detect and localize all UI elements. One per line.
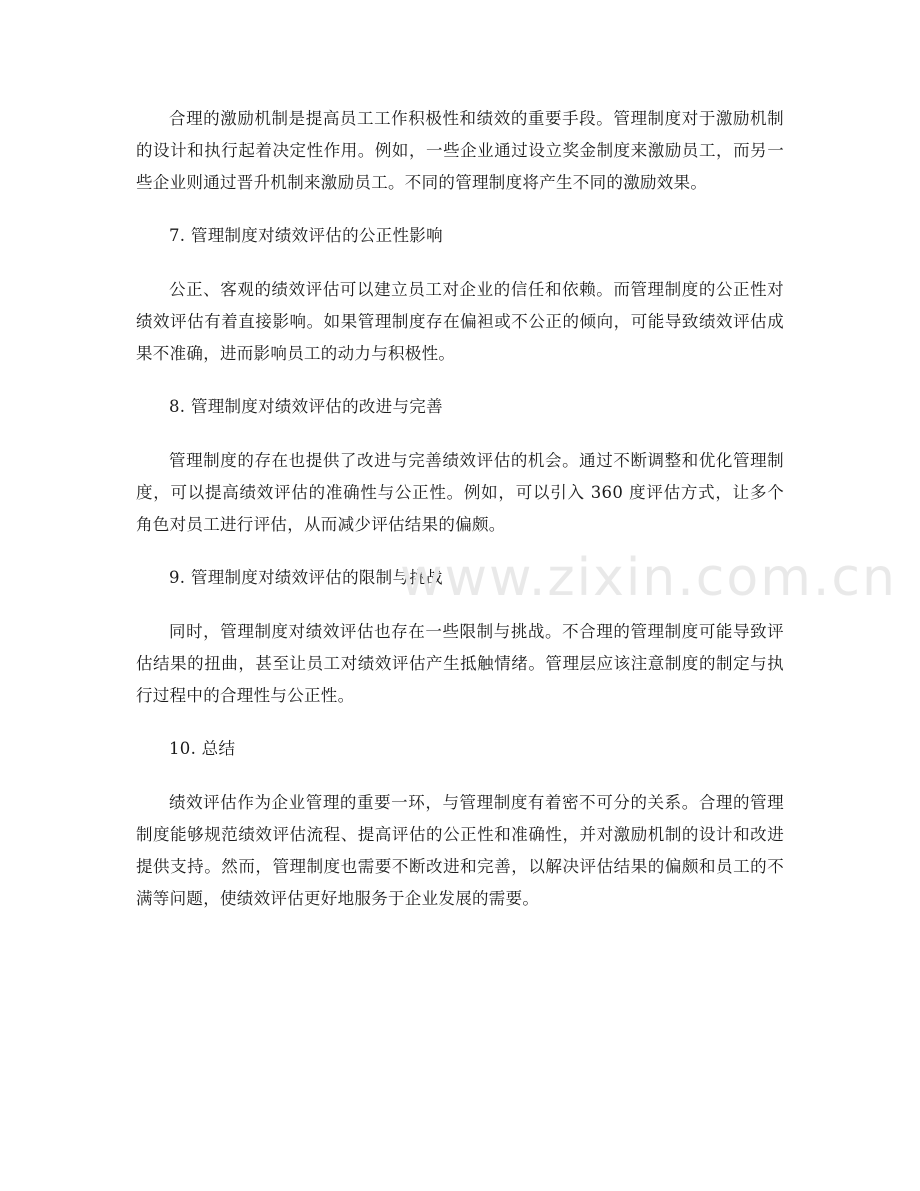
- body-paragraph: 公正、客观的绩效评估可以建立员工对企业的信任和依赖。而管理制度的公正性对绩效评估有着直接影响。如果管理制度存在偏袒或不公正的倾向，可能导致绩效评估成果不准确，进而影响员工的动力与积极性。: [136, 280, 784, 363]
- section-heading: 8. 管理制度对绩效评估的改进与完善: [169, 397, 443, 416]
- body-paragraph: 管理制度的存在也提供了改进与完善绩效评估的机会。通过不断调整和优化管理制度，可以提高绩效评估的准确性与公正性。例如，可以引入 360 度评估方式，让多个角色对员工进行评估，从而减少评估结果的偏颇。: [136, 451, 784, 534]
- section-heading: 7. 管理制度对绩效评估的公正性影响: [169, 226, 443, 245]
- section-heading: 10. 总结: [169, 739, 236, 758]
- body-paragraph: 合理的激励机制是提高员工工作积极性和绩效的重要手段。管理制度对于激励机制的设计和执行起着决定性作用。例如，一些企业通过设立奖金制度来激励员工，而另一些企业则通过晋升机制来激励员工。不同的管理制度将产生不同的激励效果。: [136, 109, 784, 192]
- section-heading: 9. 管理制度对绩效评估的限制与挑战: [169, 568, 443, 587]
- document-body: [136, 103, 784, 915]
- body-paragraph: 绩效评估作为企业管理的重要一环，与管理制度有着密不可分的关系。合理的管理制度能够规范绩效评估流程、提高评估的公正性和准确性，并对激励机制的设计和改进提供支持。然而，管理制度也需要不断改进和完善，以解决评估结果的偏颇和员工的不满等问题，使绩效评估更好地服务于企业发展的需要。: [136, 793, 784, 908]
- watermark: www.zixin.com.cn: [400, 548, 897, 608]
- body-paragraph: 同时，管理制度对绩效评估也存在一些限制与挑战。不合理的管理制度可能导致评估结果的扭曲，甚至让员工对绩效评估产生抵触情绪。管理层应该注意制度的制定与执行过程中的合理性与公正性。: [136, 622, 784, 705]
